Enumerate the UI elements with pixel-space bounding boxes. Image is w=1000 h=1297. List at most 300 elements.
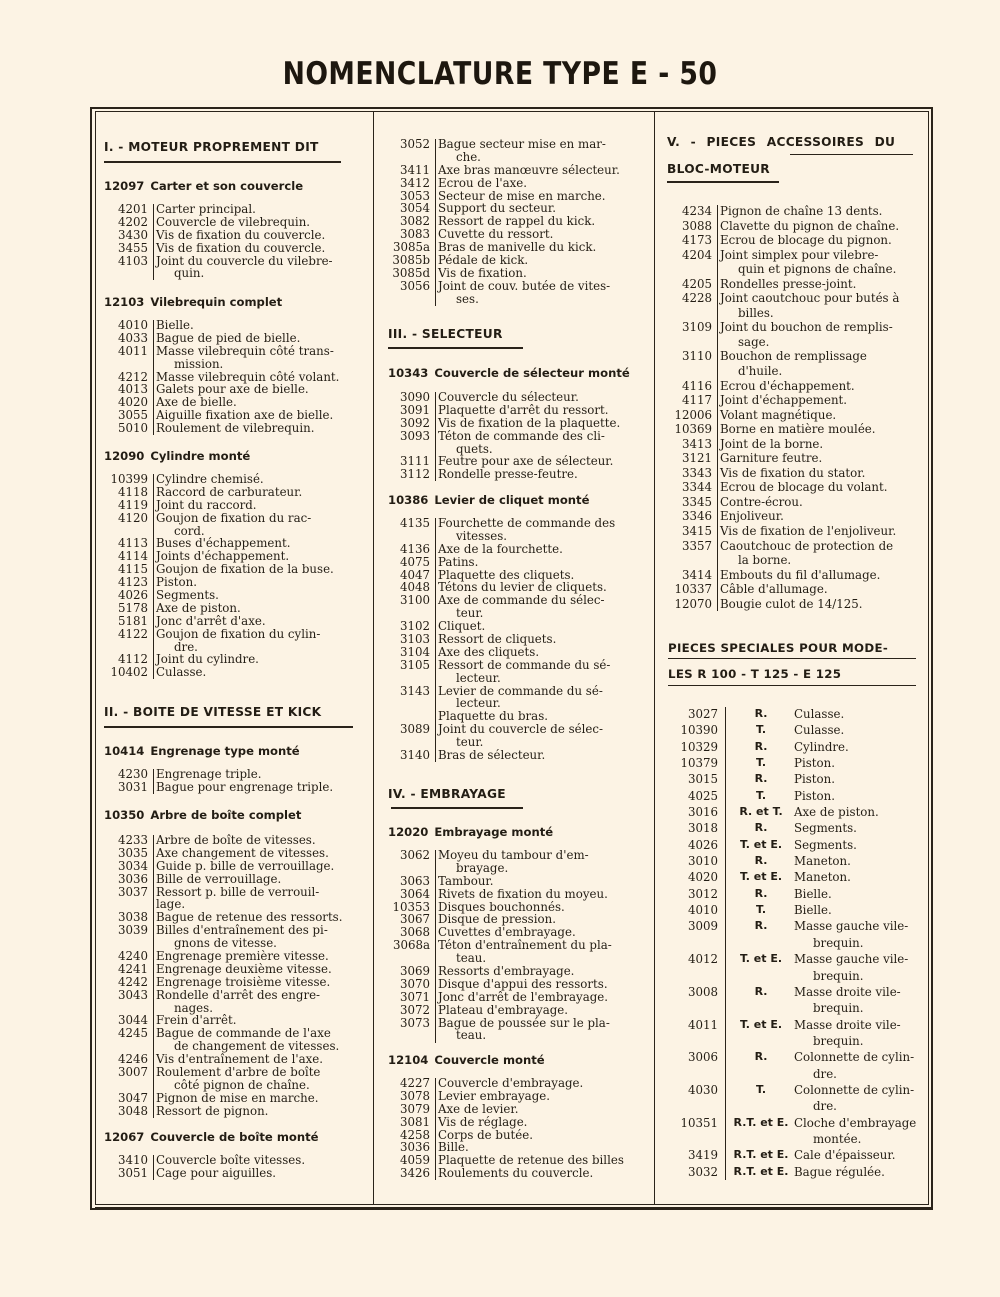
list-item xyxy=(386,723,648,736)
part-description: Feutre pour axe de sélecteur. xyxy=(438,454,614,469)
part-description: Couvercle boîte vitesses. xyxy=(156,1153,306,1167)
part-number: 3006 xyxy=(687,1050,718,1065)
part-number: 3140 xyxy=(399,748,430,763)
part-number: 4117 xyxy=(681,393,712,408)
part-description: sage. xyxy=(738,334,770,349)
part-description: Bague de retenue des ressorts. xyxy=(156,910,343,925)
list-item xyxy=(386,594,648,607)
part-description: Câble d'allumage. xyxy=(720,582,828,597)
part-number: 4114 xyxy=(117,549,148,564)
part-description: Joint du raccord. xyxy=(156,497,257,512)
part-number: 3412 xyxy=(399,175,430,190)
list-item xyxy=(668,553,922,568)
list-item xyxy=(104,615,364,628)
part-description: Cylindre. xyxy=(794,739,849,754)
part-number: 3109 xyxy=(681,320,712,335)
part-description: Bague régulée. xyxy=(794,1164,885,1179)
group-label: Vilebrequin complet xyxy=(150,295,283,309)
part-description: Cuvettes d'embrayage. xyxy=(438,925,576,940)
model-code: R.T. et E. xyxy=(733,1164,789,1178)
list-item xyxy=(668,771,924,787)
list-item xyxy=(104,989,364,1002)
list-item xyxy=(668,509,922,524)
part-description: Axe de bielle. xyxy=(156,395,237,410)
section-rule xyxy=(104,726,353,728)
part-description: Culasse. xyxy=(794,707,845,721)
part-number: 4123 xyxy=(117,575,148,590)
part-description: Couvercle de vilebrequin. xyxy=(156,214,311,229)
list-item xyxy=(668,568,922,583)
part-number: 3008 xyxy=(687,984,718,999)
list-item xyxy=(386,530,648,543)
part-description: Masse droite vile- xyxy=(794,1017,901,1032)
part-number: 12006 xyxy=(674,407,712,422)
part-description: Billes d'entraînement des pi- xyxy=(156,923,328,938)
list-item xyxy=(386,633,648,646)
part-description: Cloche d'embrayage xyxy=(794,1115,917,1130)
section-rule xyxy=(667,181,779,183)
list-item xyxy=(386,164,648,177)
list-item xyxy=(668,1033,924,1049)
part-number: 3082 xyxy=(399,214,430,229)
part-number: 10369 xyxy=(674,422,712,437)
parts-list xyxy=(386,517,648,762)
part-description: quin et pignons de chaîne. xyxy=(738,262,897,277)
list-item xyxy=(668,539,922,554)
part-description: brequin. xyxy=(813,1001,864,1016)
list-item xyxy=(668,1000,924,1016)
list-item xyxy=(668,291,922,306)
part-description: Goujon de fixation du rac- xyxy=(156,510,312,525)
part-description: Ecrou de blocage du volant. xyxy=(720,480,888,495)
part-number: 4010 xyxy=(117,318,148,332)
group-code: 12020 xyxy=(388,825,429,839)
part-description: Tambour. xyxy=(438,873,494,888)
part-number: 3038 xyxy=(117,910,148,925)
list-item xyxy=(668,1066,924,1082)
list-item xyxy=(386,293,648,306)
group-code: 10343 xyxy=(388,366,429,380)
list-item xyxy=(386,939,648,952)
list-item xyxy=(668,804,924,820)
part-number: 3078 xyxy=(399,1088,430,1103)
part-number: 3048 xyxy=(117,1103,148,1118)
list-item xyxy=(386,1077,648,1090)
list-item xyxy=(104,345,364,358)
part-number: 4233 xyxy=(117,833,148,847)
group-heading xyxy=(104,295,282,309)
part-number: 4011 xyxy=(687,1017,718,1032)
list-item xyxy=(386,875,648,888)
list-item xyxy=(104,873,364,886)
section-rule xyxy=(668,685,916,686)
group-label: Couvercle de boîte monté xyxy=(150,1130,319,1144)
list-item xyxy=(104,203,364,216)
list-item xyxy=(668,320,922,335)
part-description: teur. xyxy=(456,606,484,621)
part-description: gnons de vitesse. xyxy=(174,936,277,951)
part-number: 4013 xyxy=(117,382,148,397)
part-description: Engrenage triple. xyxy=(156,767,262,781)
part-description: Cliquet. xyxy=(438,619,486,634)
part-description: Engrenage première vitesse. xyxy=(156,949,329,964)
list-item xyxy=(668,364,922,379)
list-item xyxy=(104,1154,364,1167)
list-item xyxy=(104,473,364,486)
list-item xyxy=(668,277,922,292)
group-heading xyxy=(104,179,303,193)
list-item xyxy=(668,451,922,466)
list-item xyxy=(668,204,922,219)
part-number: 4026 xyxy=(687,837,718,852)
part-description: Bielle. xyxy=(794,886,832,901)
group-label: Couvercle monté xyxy=(434,1053,545,1067)
part-description: Roulements du couvercle. xyxy=(438,1166,594,1181)
part-number: 4011 xyxy=(117,343,148,358)
list-item xyxy=(386,862,648,875)
part-number: 3036 xyxy=(117,871,148,886)
part-number: 3071 xyxy=(399,989,430,1004)
list-item xyxy=(104,512,364,525)
list-item xyxy=(668,886,924,902)
group-heading xyxy=(388,493,589,507)
part-description: lecteur. xyxy=(456,670,501,685)
part-number: 3034 xyxy=(117,858,148,873)
list-item xyxy=(386,543,648,556)
part-description: Patins. xyxy=(438,554,479,569)
part-description: Pignon de chaîne 13 dents. xyxy=(720,204,883,218)
part-description: Masse gauche vile- xyxy=(794,919,909,934)
group-label: Engrenage type monté xyxy=(150,744,300,758)
list-item xyxy=(668,1017,924,1033)
part-number: 4212 xyxy=(117,369,148,384)
parts-list xyxy=(386,849,648,1042)
part-number: 5010 xyxy=(117,421,148,436)
section-rule xyxy=(668,658,916,659)
part-number: 3091 xyxy=(399,402,430,417)
part-number: 4201 xyxy=(117,202,148,216)
part-description: Cage pour aiguilles. xyxy=(156,1165,277,1180)
part-description: cord. xyxy=(174,523,205,538)
part-number: 10402 xyxy=(110,665,148,680)
group-code: 12067 xyxy=(104,1130,145,1144)
part-description: Ressort de commande du sé- xyxy=(438,657,611,672)
list-item xyxy=(104,216,364,229)
part-description: Engrenage troisième vitesse. xyxy=(156,974,331,989)
part-description: Rondelle d'arrêt des engre- xyxy=(156,987,321,1002)
list-item xyxy=(386,659,648,672)
list-item xyxy=(668,951,924,967)
part-number: 3064 xyxy=(399,886,430,901)
list-item xyxy=(386,138,648,151)
part-number: 3070 xyxy=(399,976,430,991)
part-description: Pédale de kick. xyxy=(438,253,529,268)
part-description: Plaquette du bras. xyxy=(438,709,549,724)
part-description: che. xyxy=(456,149,481,164)
list-item xyxy=(386,672,648,685)
part-description: Cuvette du ressort. xyxy=(438,227,554,242)
part-description: Rivets de fixation du moyeu. xyxy=(438,886,608,901)
part-description: Clavette du pignon de chaîne. xyxy=(720,218,900,233)
part-description: Jonc d'arrêt d'axe. xyxy=(156,613,266,628)
part-number: 3100 xyxy=(399,593,430,608)
part-description: nages. xyxy=(174,1000,213,1015)
part-number: 3031 xyxy=(117,779,148,794)
part-number: 3043 xyxy=(117,987,148,1002)
model-code: R.T. et E. xyxy=(733,1115,789,1129)
part-number: 3345 xyxy=(681,494,712,509)
part-number: 3088 xyxy=(681,218,712,233)
group-heading xyxy=(104,744,300,758)
part-number: 3083 xyxy=(399,227,430,242)
parts-list xyxy=(104,834,364,1118)
part-description: Maneton. xyxy=(794,854,851,869)
part-number: 3073 xyxy=(399,1015,430,1030)
list-item xyxy=(386,849,648,862)
list-item xyxy=(668,755,924,771)
list-item xyxy=(386,685,648,698)
part-description: Masse droite vile- xyxy=(794,984,901,999)
part-description: Vis de fixation du stator. xyxy=(720,465,866,480)
part-number: 10337 xyxy=(674,582,712,597)
part-number: 3081 xyxy=(399,1114,430,1129)
list-item xyxy=(668,902,924,918)
list-item xyxy=(668,968,924,984)
part-description: quets. xyxy=(456,441,493,456)
part-number: 3039 xyxy=(117,923,148,938)
model-code: R. xyxy=(754,1050,768,1064)
list-item xyxy=(104,1079,364,1092)
group-heading xyxy=(104,808,301,822)
part-description: billes. xyxy=(738,305,774,320)
part-description: Bague de poussée sur le pla- xyxy=(438,1015,610,1030)
part-description: Axe de levier. xyxy=(438,1101,519,1116)
list-item xyxy=(386,965,648,978)
part-description: Vis de réglage. xyxy=(438,1114,528,1129)
part-number: 3051 xyxy=(117,1165,148,1180)
part-number: 3054 xyxy=(399,201,430,216)
list-item xyxy=(386,749,648,762)
parts-list xyxy=(386,138,648,306)
part-number: 3430 xyxy=(117,227,148,242)
list-item xyxy=(104,1105,364,1118)
part-description: Tétons du levier de cliquets. xyxy=(438,580,607,595)
section-rule xyxy=(104,161,341,163)
part-description: Secteur de mise en marche. xyxy=(438,188,606,203)
list-item xyxy=(668,466,922,481)
part-description: Vis de fixation du couvercle. xyxy=(156,240,326,255)
part-number: 4033 xyxy=(117,330,148,345)
list-item xyxy=(104,255,364,268)
list-item xyxy=(386,267,648,280)
part-number: 4112 xyxy=(117,652,148,667)
list-item xyxy=(104,1167,364,1180)
part-number: 10379 xyxy=(680,756,718,771)
part-number: 3085d xyxy=(392,265,430,280)
part-description: Borne en matière moulée. xyxy=(720,422,876,437)
list-item xyxy=(386,1029,648,1042)
list-item xyxy=(386,151,648,164)
part-number: 10329 xyxy=(680,739,718,754)
parts-list xyxy=(104,319,364,435)
list-item xyxy=(668,262,922,277)
section-heading: V. - PIECES ACCESSOIRES DU xyxy=(667,135,896,149)
list-item xyxy=(104,332,364,345)
part-number: 10399 xyxy=(110,472,148,486)
part-description: brayage. xyxy=(456,860,509,875)
model-code: R. xyxy=(754,984,768,998)
section-heading: I. - MOTEUR PROPREMENT DIT xyxy=(104,140,319,154)
part-description: Vis de fixation de l'enjoliveur. xyxy=(720,524,897,539)
part-number: 4113 xyxy=(117,536,148,551)
part-description: Plateau d'embrayage. xyxy=(438,1002,569,1017)
list-item xyxy=(104,886,364,899)
part-description: Joint de couv. butée de vites- xyxy=(438,278,611,293)
list-item xyxy=(668,853,924,869)
part-number: 3121 xyxy=(681,451,712,466)
part-description: Colonnette de cylin- xyxy=(794,1082,915,1097)
part-number: 3055 xyxy=(117,408,148,423)
part-description: Cale d'épaisseur. xyxy=(794,1148,896,1163)
section-heading: LES R 100 - T 125 - E 125 xyxy=(668,667,842,681)
part-description: Roulement d'arbre de boîte xyxy=(156,1065,321,1080)
part-number: 3069 xyxy=(399,964,430,979)
part-number: 4205 xyxy=(681,276,712,291)
parts-list xyxy=(104,1154,364,1180)
part-number: 3414 xyxy=(681,567,712,582)
model-code: T. xyxy=(755,756,766,770)
model-code: R. xyxy=(754,854,768,868)
list-item xyxy=(104,950,364,963)
part-description: Ressorts d'embrayage. xyxy=(438,964,575,979)
list-item xyxy=(668,480,922,495)
part-description: Couvercle d'embrayage. xyxy=(438,1076,584,1090)
part-number: 3344 xyxy=(681,480,712,495)
model-code: T. et E. xyxy=(739,952,783,966)
list-item xyxy=(668,739,924,755)
list-item xyxy=(668,582,922,597)
part-description: Carter principal. xyxy=(156,202,256,216)
part-number: 4173 xyxy=(681,233,712,248)
list-item xyxy=(668,1098,924,1114)
part-description: Axe des cliquets. xyxy=(438,644,540,659)
part-number: 4075 xyxy=(399,554,430,569)
part-number: 4103 xyxy=(117,253,148,268)
part-description: Disque de pression. xyxy=(438,912,556,927)
part-number: 3035 xyxy=(117,845,148,860)
part-description: Goujon de fixation de la buse. xyxy=(156,562,334,577)
part-number: 4136 xyxy=(399,541,430,556)
list-item xyxy=(104,847,364,860)
part-number: 4230 xyxy=(117,767,148,781)
part-description: Bielle. xyxy=(794,903,832,918)
part-number: 3092 xyxy=(399,415,430,430)
part-description: Joint du cylindre. xyxy=(156,652,259,667)
list-item xyxy=(104,589,364,602)
part-description: Joints d'échappement. xyxy=(156,549,290,564)
part-description: Bougie culot de 14/125. xyxy=(720,596,863,611)
list-item xyxy=(668,379,922,394)
part-description: Goujon de fixation du cylin- xyxy=(156,626,321,641)
parts-list xyxy=(104,473,364,679)
list-item xyxy=(104,860,364,873)
list-item xyxy=(668,869,924,885)
part-description: Ecrou d'échappement. xyxy=(720,378,855,393)
part-description: Plaquette des cliquets. xyxy=(438,567,575,582)
part-description: Joint du couvercle de sélec- xyxy=(438,722,603,737)
part-number: 5178 xyxy=(117,600,148,615)
part-number: 3056 xyxy=(399,278,430,293)
part-number: 4202 xyxy=(117,214,148,229)
model-code: T. xyxy=(755,1082,766,1096)
list-item xyxy=(668,1131,924,1147)
group-label: Carter et son couvercle xyxy=(150,179,304,193)
part-number: 3012 xyxy=(687,886,718,901)
part-number: 3047 xyxy=(117,1090,148,1105)
model-code: R.T. et E. xyxy=(733,1148,789,1162)
part-number: 3068 xyxy=(399,925,430,940)
model-code: T. et E. xyxy=(739,1017,783,1031)
part-description: Culasse. xyxy=(156,665,207,680)
part-number: 10353 xyxy=(392,899,430,914)
part-description: Bielle. xyxy=(156,318,194,332)
list-item xyxy=(104,1066,364,1079)
part-number: 3426 xyxy=(399,1166,430,1181)
part-description: Bague pour engrenage triple. xyxy=(156,779,334,794)
page-title: NOMENCLATURE TYPE E - 50 xyxy=(282,56,718,92)
part-description: Vis d'entraînement de l'axe. xyxy=(156,1052,323,1067)
part-number: 3112 xyxy=(399,467,430,482)
list-item xyxy=(386,468,648,481)
part-description: Bouchon de remplissage xyxy=(720,349,867,364)
part-number: 4228 xyxy=(681,291,712,306)
list-item xyxy=(104,1092,364,1105)
list-item xyxy=(386,430,648,443)
part-description: Culasse. xyxy=(794,723,845,738)
part-description: la borne. xyxy=(738,553,792,568)
part-number: 3411 xyxy=(399,162,430,177)
part-description: Bague de commande de l'axe xyxy=(156,1026,331,1041)
part-description: Piston. xyxy=(156,575,197,590)
part-description: teau. xyxy=(456,1028,487,1043)
part-description: quin. xyxy=(174,266,205,281)
parts-list xyxy=(104,203,364,280)
part-description: Cylindre chemisé. xyxy=(156,472,264,486)
part-description: Ressort p. bille de verrouil- xyxy=(156,884,320,899)
section-rule xyxy=(388,347,523,349)
part-number: 4047 xyxy=(399,567,430,582)
list-item xyxy=(668,820,924,836)
model-code: T. xyxy=(755,903,766,917)
model-code: R. et T. xyxy=(739,805,783,819)
part-description: montée. xyxy=(813,1131,862,1146)
part-description: Guide p. bille de verrouillage. xyxy=(156,858,335,873)
part-number: 3419 xyxy=(687,1148,718,1163)
part-description: Rondelle presse-feutre. xyxy=(438,467,578,482)
part-description: Ressort de rappel du kick. xyxy=(438,214,596,229)
part-number: 4258 xyxy=(399,1127,430,1142)
section-heading: PIECES SPECIALES POUR MODE- xyxy=(668,641,889,655)
part-description: Plaquette de retenue des billes xyxy=(438,1153,624,1168)
part-number: 4119 xyxy=(117,497,148,512)
part-description: Moyeu du tambour d'em- xyxy=(438,848,589,862)
part-number: 4012 xyxy=(687,952,718,967)
part-description: mission. xyxy=(174,356,224,371)
part-description: Ressort de pignon. xyxy=(156,1103,269,1118)
part-description: Volant magnétique. xyxy=(720,407,837,422)
parts-list xyxy=(386,391,648,481)
list-item xyxy=(104,834,364,847)
